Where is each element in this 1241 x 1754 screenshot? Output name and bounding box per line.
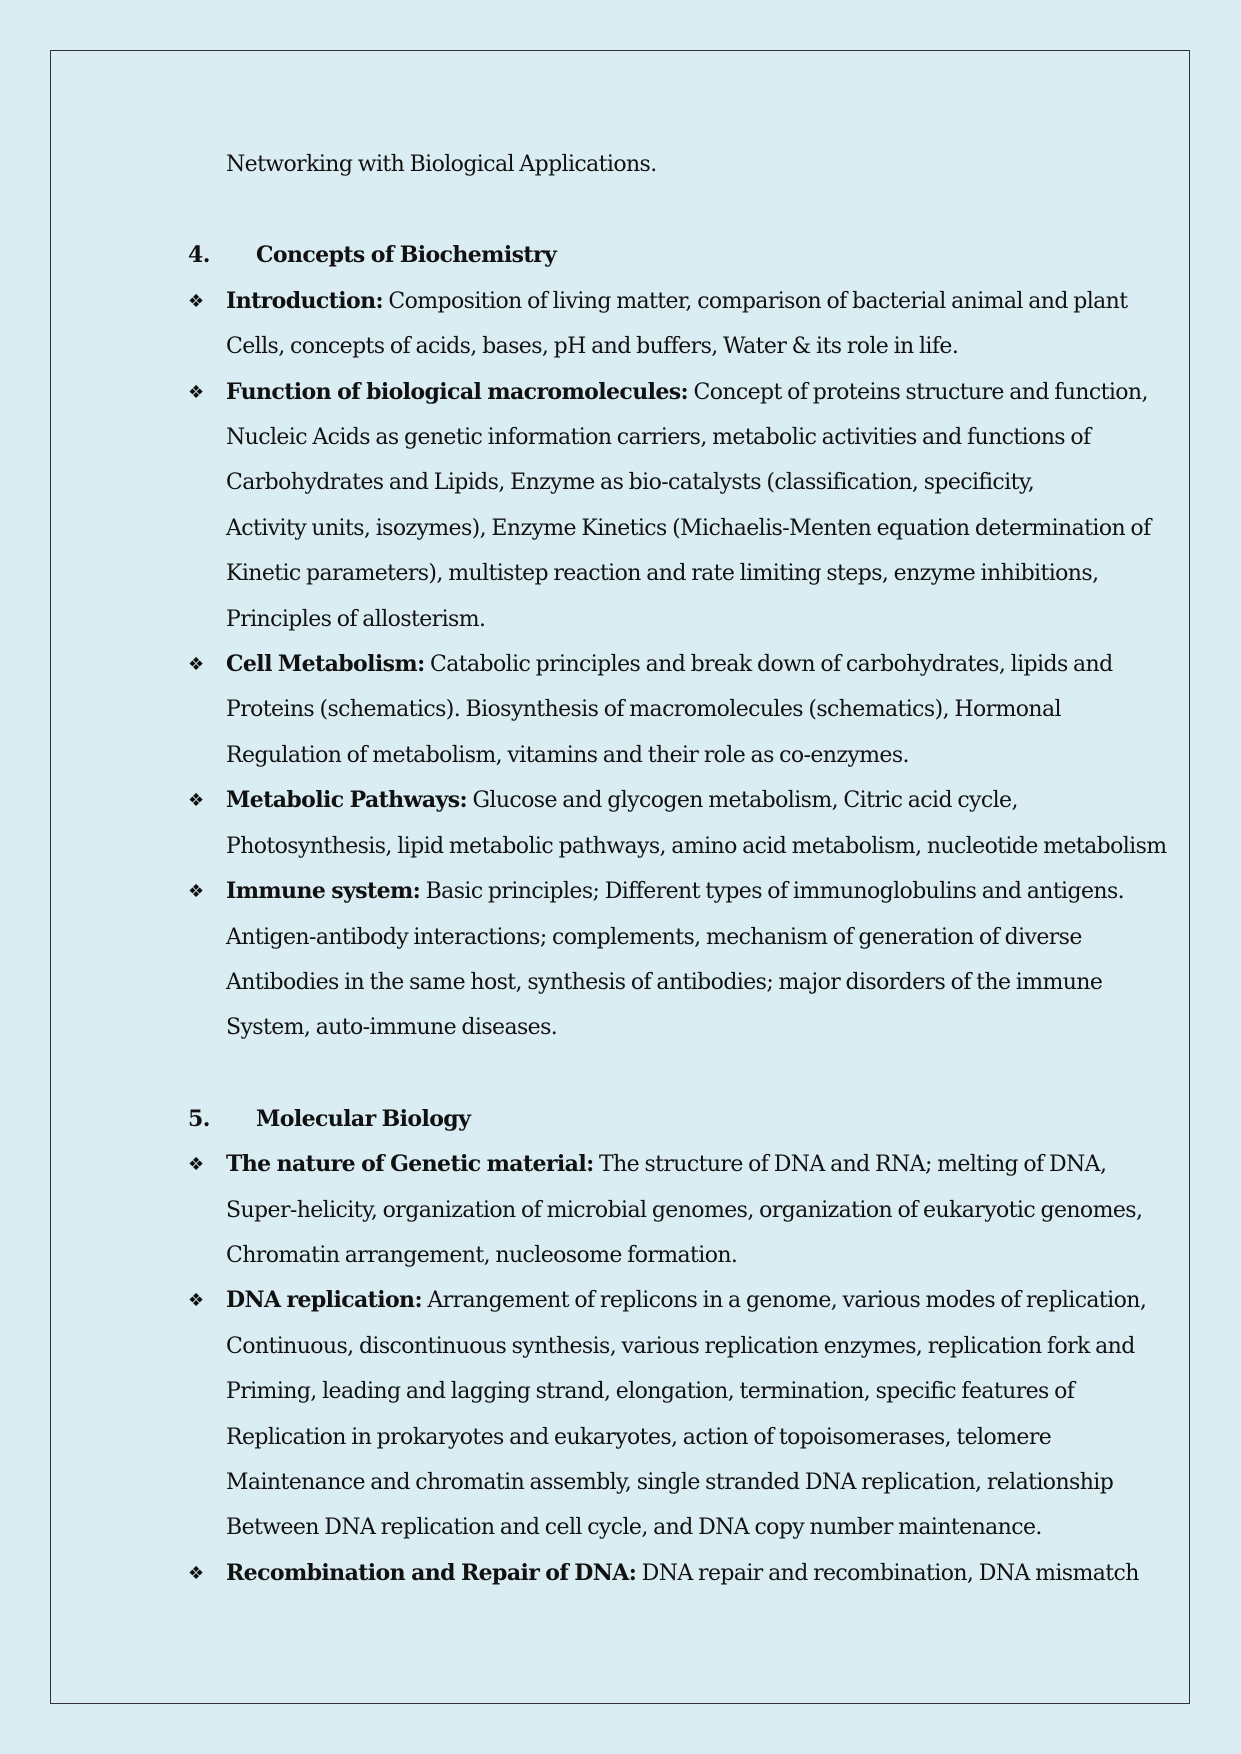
bullet-item: [188, 279, 1138, 370]
item-text: Proteins (schematics). Biosynthesis of macromolecules (schematics), Hormonal: [226, 697, 1061, 723]
item-line: [226, 1551, 1138, 1596]
item-line: [226, 1505, 1138, 1550]
item-line: [226, 869, 1138, 914]
item-line: [226, 324, 1138, 369]
item-line: [226, 915, 1138, 960]
item-text: Cells, concepts of acids, bases, pH and buffers, Water & its role in life.: [226, 334, 959, 360]
continuation-text: Networking with Biological Applications.: [226, 152, 657, 177]
item-line: [226, 370, 1148, 415]
item-text: Kinetic parameters), multistep reaction and rate limiting steps, enzyme inhibitions,: [226, 561, 1099, 587]
item-label: Cell Metabolism:: [226, 651, 425, 678]
item-text: DNA repair and recombination, DNA mismatch: [636, 1560, 1139, 1586]
item-text: Maintenance and chromatin assembly, single stranded DNA replication, relationship: [226, 1469, 1114, 1495]
item-text: Antibodies in the same host, synthesis of antibodies; major disorders of the immune: [226, 969, 1103, 995]
item-text: Carbohydrates and Lipids, Enzyme as bio-catalysts (classification, specificity,: [226, 470, 1035, 496]
diamond-bullet-icon: ❖: [188, 290, 204, 312]
item-text: Nucleic Acids as genetic information carriers, metabolic activities and functions of: [226, 425, 1091, 451]
diamond-bullet-icon: ❖: [188, 381, 204, 403]
section-number: 5.: [188, 1105, 210, 1132]
item-text: Between DNA replication and cell cycle, and DNA copy number maintenance.: [226, 1515, 1042, 1541]
item-line: [226, 778, 1138, 823]
item-text: Super-helicity, organization of microbial genomes, organization of eukaryotic genomes,: [226, 1197, 1143, 1223]
diamond-bullet-icon: ❖: [188, 1562, 204, 1584]
item-text: Concept of proteins structure and function,: [688, 379, 1148, 405]
bullet-item: [188, 869, 1138, 1051]
item-line: [226, 733, 1138, 778]
item-label: Metabolic Pathways:: [226, 787, 468, 814]
item-text: Glucose and glycogen metabolism, Citric acid cycle,: [467, 788, 1018, 814]
item-line: [226, 1188, 1143, 1233]
item-line: [226, 1324, 1138, 1369]
item-label: Immune system:: [226, 878, 421, 905]
item-line: [226, 1278, 1147, 1323]
item-label: Function of biological macromolecules:: [226, 378, 689, 405]
section-heading: [188, 233, 1138, 278]
item-line: [226, 460, 1138, 505]
item-text: Continuous, discontinuous synthesis, various replication enzymes, replication fork and: [226, 1333, 1135, 1359]
item-text: Priming, leading and lagging strand, elongation, termination, specific features of: [226, 1379, 1075, 1405]
item-line: [226, 1460, 1138, 1505]
item-text: Regulation of metabolism, vitamins and their role as co-enzymes.: [226, 742, 909, 768]
item-line: [226, 279, 1138, 324]
item-line: [226, 551, 1138, 596]
item-text: System, auto-immune diseases.: [226, 1015, 558, 1041]
item-line: [226, 1415, 1138, 1460]
item-text: Composition of living matter, comparison of bacterial animal and plant: [383, 288, 1128, 314]
item-line: [226, 824, 1167, 869]
item-text: Antigen-antibody interactions; complements, mechanism of generation of diverse: [226, 924, 1082, 950]
item-label: The nature of Genetic material:: [226, 1151, 594, 1178]
item-text: Catabolic principles and break down of carbohydrates, lipids and: [424, 652, 1113, 678]
item-text: Chromatin arrangement, nucleosome formation.: [226, 1242, 738, 1268]
bullet-item: [188, 642, 1138, 778]
item-line: [226, 506, 1151, 551]
sections-container: [188, 233, 1167, 1596]
item-line: [226, 1005, 1138, 1050]
bullet-item: [188, 1278, 1147, 1550]
item-line: [226, 642, 1138, 687]
diamond-bullet-icon: ❖: [188, 654, 204, 676]
item-line: [226, 1142, 1138, 1187]
item-text: Activity units, isozymes), Enzyme Kinetics (Michaelis-Menten equation determination of: [226, 515, 1151, 541]
item-text: Replication in prokaryotes and eukaryotes, action of topoisomerases, telomere: [226, 1424, 1052, 1450]
diamond-bullet-icon: ❖: [188, 790, 204, 812]
bullet-item: [188, 1551, 1138, 1596]
diamond-bullet-icon: ❖: [188, 881, 204, 903]
item-line: [226, 597, 1138, 642]
item-line: [226, 1233, 1138, 1278]
item-text: Principles of allosterism.: [226, 606, 486, 632]
section-title: Concepts of Biochemistry: [256, 242, 557, 269]
item-text: Photosynthesis, lipid metabolic pathways, amino acid metabolism, nucleotide metabolism: [226, 833, 1167, 859]
bullet-item: [188, 370, 1151, 642]
bullet-item: [188, 1142, 1143, 1278]
item-line: [226, 687, 1138, 732]
item-line: [226, 960, 1138, 1005]
item-text: Basic principles; Different types of immunoglobulins and antigens.: [420, 879, 1125, 905]
item-text: Arrangement of replicons in a genome, various modes of replication,: [421, 1288, 1147, 1314]
item-label: Recombination and Repair of DNA:: [226, 1559, 637, 1586]
section-title: Molecular Biology: [256, 1105, 471, 1132]
section-heading: [188, 1097, 1138, 1142]
item-line: [226, 1369, 1138, 1414]
diamond-bullet-icon: ❖: [188, 1290, 204, 1312]
item-line: [226, 415, 1138, 460]
diamond-bullet-icon: ❖: [188, 1154, 204, 1176]
item-label: Introduction:: [226, 287, 383, 314]
item-text: The structure of DNA and RNA; melting of DNA,: [593, 1152, 1107, 1178]
bullet-item: [188, 778, 1167, 869]
document-body: [188, 142, 1167, 1596]
item-label: DNA replication:: [226, 1287, 422, 1314]
section-number: 4.: [188, 242, 210, 269]
